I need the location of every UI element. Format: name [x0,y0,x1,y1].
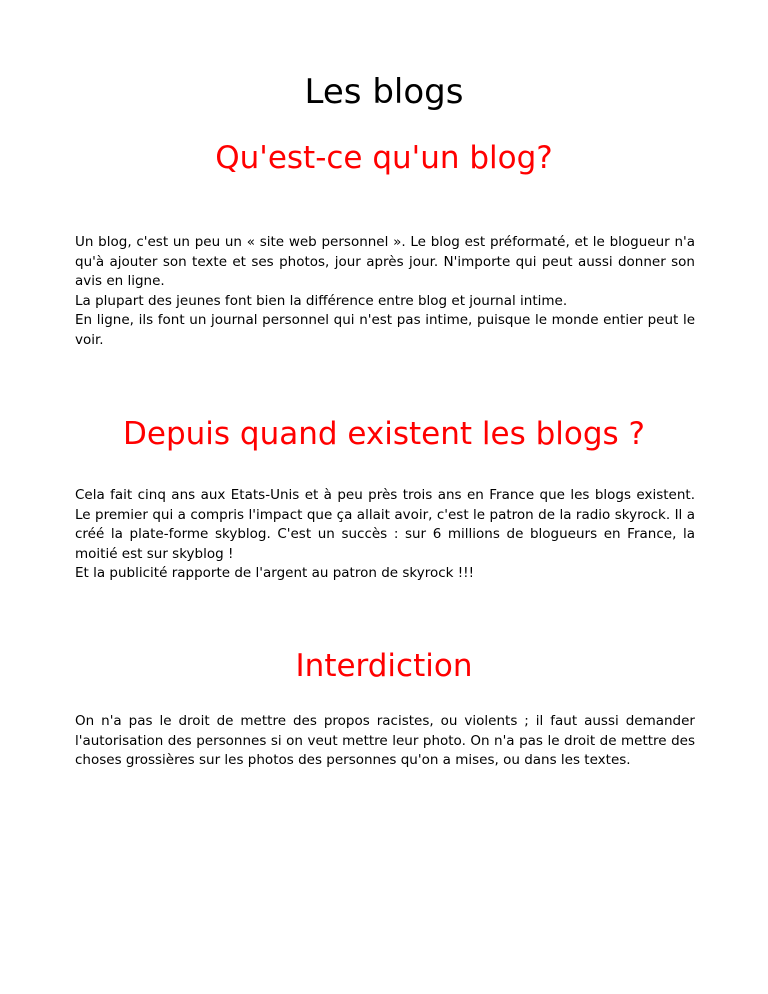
section-heading-what-is-blog: Qu'est-ce qu'un blog? [215,140,553,176]
paragraph: Un blog, c'est un peu un « site web personnel ». Le blog est préformaté, et le blogueur n'a qu'à ajouter son texte et ses photos, jour après jour. N'importe qui peut aussi donner son avis en ligne. [75,234,695,289]
paragraph: Et la publicité rapporte de l'argent au patron de skyrock !!! [75,565,475,581]
section-body-since-when [75,486,695,584]
paragraph: On n'a pas le droit de mettre des propos racistes, ou violents ; il faut aussi demander l'autorisation des personnes si on veut mettre leur photo. On n'a pas le droit de mettre des choses grossières sur les photos des personnes qu'on a mises, ou dans les textes. [75,713,695,768]
paragraph: La plupart des jeunes font bien la différence entre blog et journal intime. [75,292,568,309]
section-heading-prohibition: Interdiction [295,648,473,684]
section-heading-since-when: Depuis quand existent les blogs ? [123,416,645,452]
page-title: Les blogs [304,72,464,112]
paragraph: Cela fait cinq ans aux Etats-Unis et à peu près trois ans en France que les blogs existent. Le premier qui a compris l'impact que ça allait avoir, c'est le patron de la radio skyrock. Il a créé la plate-forme skyblog. C'est un succès : sur 6 millions de blogueurs en France, la moitié est sur skyblog ! [75,487,695,562]
section-body-what-is-blog [75,233,695,350]
paragraph: En ligne, ils font un journal personnel qui n'est pas intime, puisque le monde entier peut le voir. [75,312,695,348]
section-body-prohibition [75,712,695,771]
